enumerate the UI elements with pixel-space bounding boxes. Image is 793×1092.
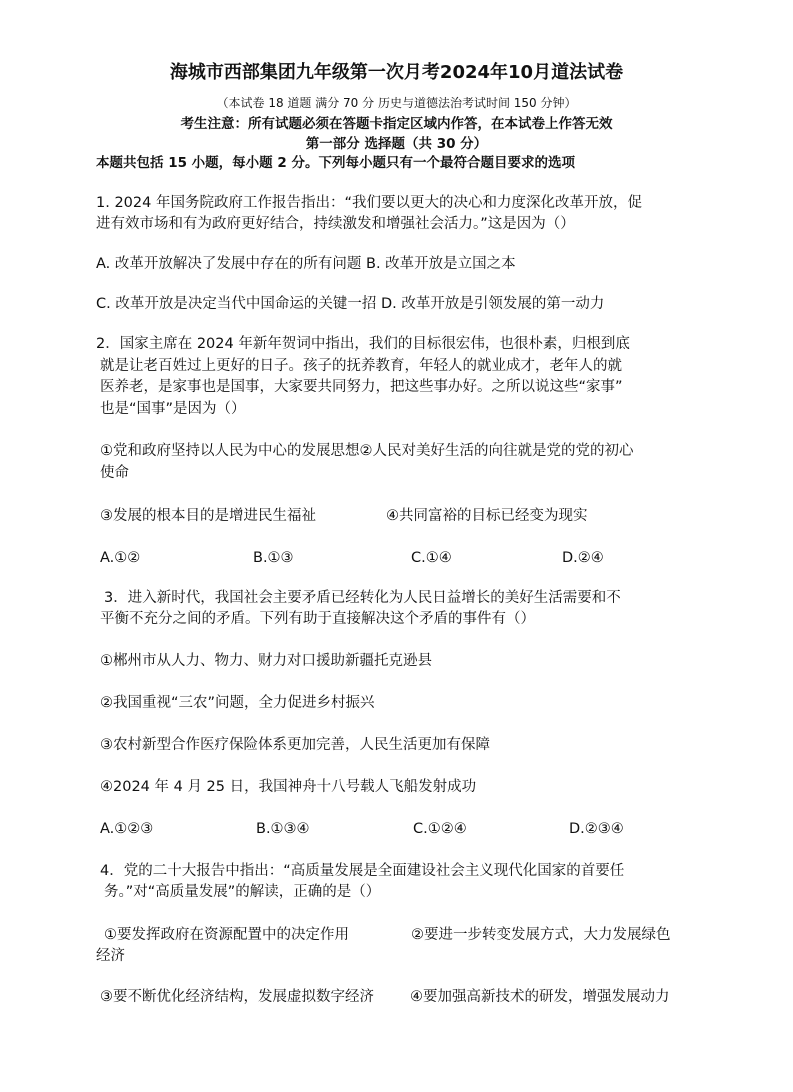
q1-options-cd: C. 改革开放是决定当代中国命运的关键一招 D. 改革开放是引领发展的第一动力 [96,296,605,312]
q4-item-3: ③要不断优化经济结构，发展虚拟数字经济 [100,989,374,1005]
q4-item-4: ④要加强高新技术的研发，增强发展动力 [410,989,670,1005]
q3-option-c: C.①②④ [413,821,467,837]
q3-item-2: ②我国重视“三农”问题，全力促进乡村振兴 [100,695,375,711]
q3-option-b: B.①③④ [256,821,310,837]
q2-option-b: B.①③ [253,550,294,566]
q4-stem-line-1: 4．党的二十大报告中指出：“高质量发展是全面建设社会主义现代化国家的首要任 [100,863,625,879]
exam-notice: 考生注意：所有试题必须在答题卡指定区域内作答，在本试卷上作答无效 [180,116,613,132]
q2-item-3: ③发展的根本目的是增进民生福祉 [100,508,316,524]
q1-stem-line-1: 1. 2024 年国务院政府工作报告指出：“我们要以更大的决心和力度深化改革开放，促 [96,195,642,211]
q3-option-d: D.②③④ [569,821,624,837]
q3-option-a: A.①②③ [100,821,154,837]
q4-item-1: ①要发挥政府在资源配置中的决定作用 [104,927,349,943]
q2-option-a: A.①② [100,550,141,566]
q2-option-d: D.②④ [562,550,604,566]
q3-item-3: ③农村新型合作医疗保险体系更加完善，人民生活更加有保障 [100,737,490,753]
q2-stem-line-3: 医养老，是家事也是国事，大家要共同努力，把这些事办好。之所以说这些“家事” [100,379,623,395]
q2-stem-line-4: 也是“国事”是因为（） [100,401,246,417]
q3-item-4: ④2024 年 4 月 25 日，我国神舟十八号载人飞船发射成功 [100,779,477,795]
q4-stem-line-2: 务。”对“高质量发展”的解读，正确的是（） [104,884,381,900]
exam-subtitle: （本试卷 18 道题 满分 70 分 历史与道德法治考试时间 150 分钟） [216,96,577,110]
q2-stem-line-2: 就是让老百姓过上更好的日子。孩子的抚养教育，年轻人的就业成才，老年人的就 [100,358,622,374]
q2-items-1-2-line-1: ①党和政府坚持以人民为中心的发展思想②人民对美好生活的向往就是党的党的初心 [100,443,634,459]
exam-title: 海城市西部集团九年级第一次月考2024年10月道法试卷 [169,62,624,83]
q3-item-1: ①郴州市从人力、物力、财力对口援助新疆托克逊县 [100,653,432,669]
q3-stem-line-2: 平衡不充分之间的矛盾。下列有助于直接解决这个矛盾的事件有（） [100,611,535,627]
q1-stem-line-2: 进有效市场和有为政府更好结合，持续激发和增强社会活力。”这是因为（） [96,216,575,232]
q2-option-c: C.①④ [411,550,452,566]
part-one-heading: 第一部分 选择题（共 30 分） [305,136,488,152]
q2-stem-line-1: 2．国家主席在 2024 年新年贺词中指出，我们的目标很宏伟，也很朴素，归根到底 [96,336,630,352]
q4-item-2-line-1: ②要进一步转变发展方式，大力发展绿色 [411,927,671,943]
q1-options-ab: A. 改革开放解决了发展中存在的所有问题 B. 改革开放是立国之本 [96,256,516,272]
q3-stem-line-1: 3．进入新时代，我国社会主要矛盾已经转化为人民日益增长的美好生活需要和不 [104,590,621,606]
q4-item-2-line-2: 经济 [96,948,125,964]
q2-items-1-2-line-2: 使命 [100,465,129,481]
section-instruction: 本题共包括 15 小题，每小题 2 分。下列每小题只有一个最符合题目要求的选项 [96,155,575,171]
q2-item-4: ④共同富裕的目标已经变为现实 [386,508,588,524]
